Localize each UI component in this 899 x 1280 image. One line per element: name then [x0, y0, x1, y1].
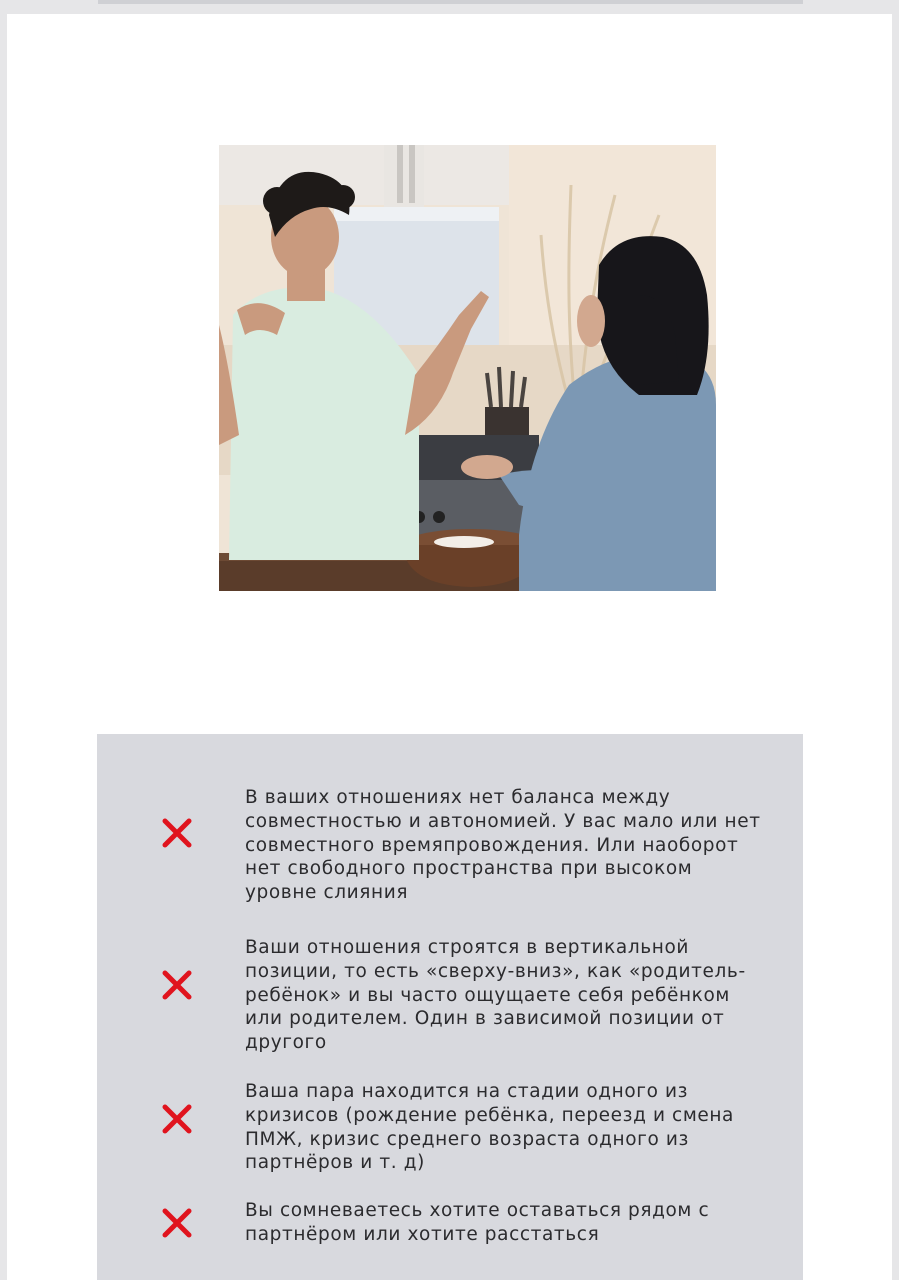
item-text: Ваша пара находится на стадии одного из кризисов (рождение ребёнка, переезд и смена ПМЖ, кризис среднего возраста одного из партнёров и т. д): [245, 1081, 734, 1174]
document-page: [7, 14, 892, 1280]
couple-photo: [219, 145, 716, 591]
item-text: Ваши отношения строятся в вертикальной позиции, то есть «сверху-вниз», как «родитель-ребёнок» и вы часто ощущаете себя ребёнком или родителем. Один в зависимой позиции от другого: [245, 937, 746, 1054]
top-strip: [98, 0, 803, 4]
item-text: В ваших отношениях нет баланса между совместностью и автономией. У вас мало или нет совместного времяпровождения. Или наоборот нет свободного пространства при высоком уровне слияния: [245, 787, 761, 904]
photo-illustration: [219, 145, 716, 591]
item-text: Вы сомневаетесь хотите оставаться рядом с партнёром или хотите расстаться: [245, 1200, 710, 1245]
cross-icon: [161, 817, 193, 849]
cross-icon: [161, 1207, 193, 1239]
cross-icon: [161, 1103, 193, 1135]
checklist-panel: [97, 734, 803, 1280]
cross-icon: [161, 969, 193, 1001]
